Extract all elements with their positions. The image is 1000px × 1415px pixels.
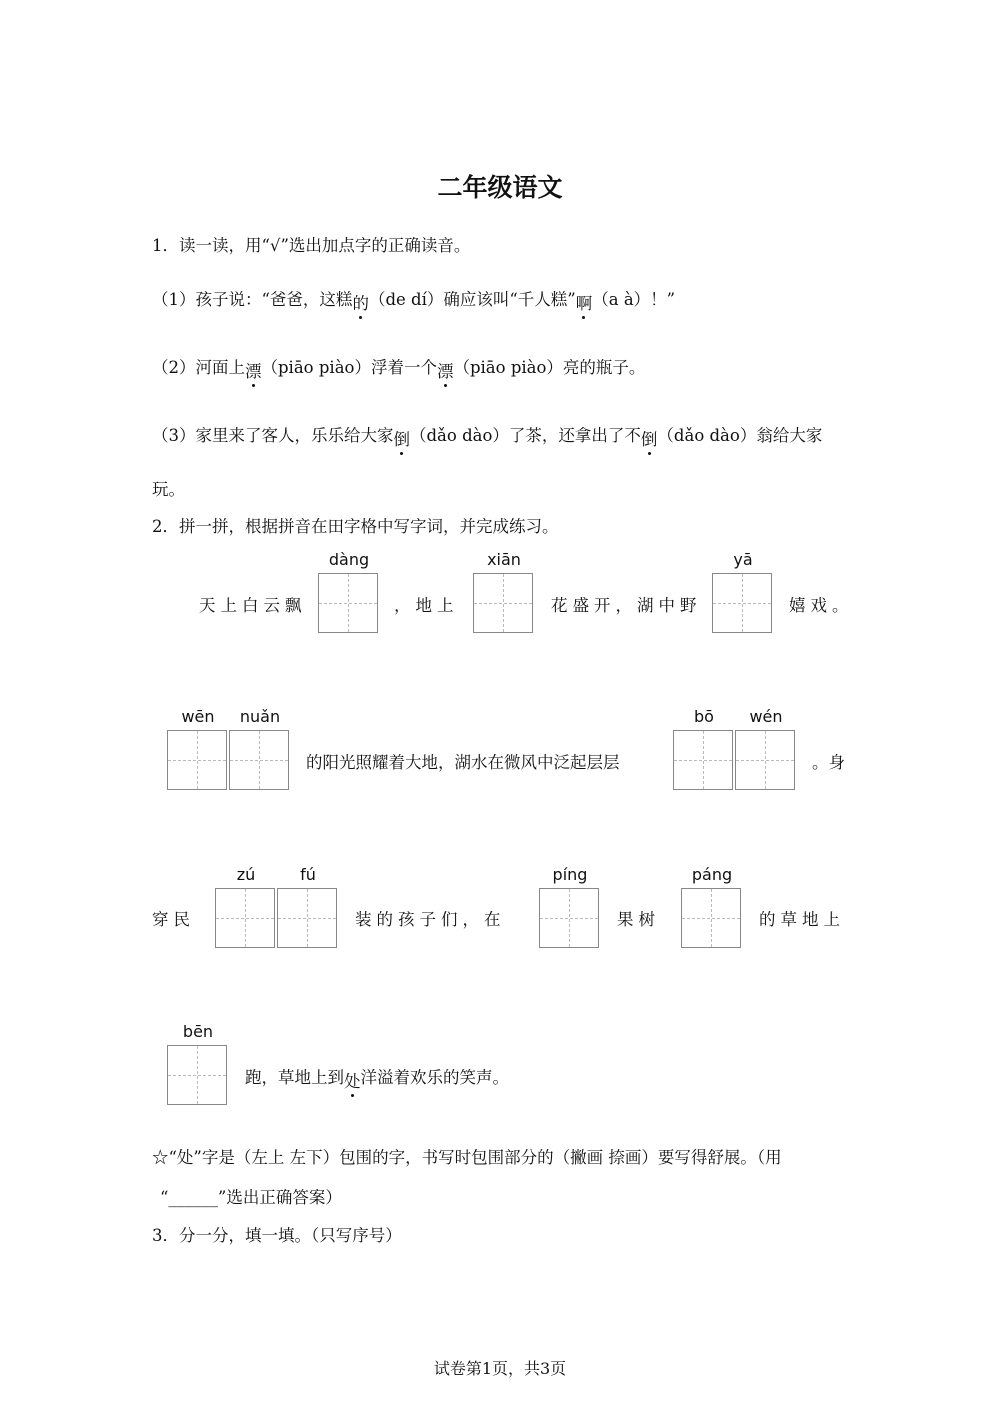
- tianzige-box[interactable]: [735, 730, 795, 790]
- tianzige-box[interactable]: [277, 888, 337, 948]
- tianzige-box[interactable]: [215, 888, 275, 948]
- row3-text-4: 的草地上: [759, 910, 845, 929]
- text: （a à）！”: [592, 290, 676, 309]
- page-footer: 试卷第1页，共3页: [433, 1359, 567, 1378]
- pinyin-label: wén: [749, 707, 783, 726]
- text: 洋溢着欢乐的笑声。: [360, 1068, 509, 1087]
- row3-text-1: 穿民: [152, 910, 195, 929]
- row3-text-2: 装的孩子们，在: [355, 910, 506, 929]
- text: （piāo piào）浮着一个: [261, 358, 437, 377]
- row3-text-3: 果树: [617, 910, 660, 929]
- pinyin-label: zú: [236, 865, 256, 884]
- text: （1）孩子说：“爸爸，这糕: [152, 290, 353, 309]
- text: （piāo piào）亮的瓶子。: [453, 358, 646, 377]
- q3-prompt: 3．分一分，填一填。（只写序号）: [152, 1226, 402, 1245]
- star-note: ☆“处”字是（左上 左下）包围的字，书写时包围部分的（撇画 捺画）要写得舒展。（用: [152, 1148, 782, 1167]
- tianzige-box[interactable]: [712, 573, 772, 633]
- tianzige-box[interactable]: [681, 888, 741, 948]
- pinyin-label: dàng: [328, 550, 370, 569]
- row1-text-4: 嬉戏。: [789, 596, 854, 615]
- tianzige-box[interactable]: [229, 730, 289, 790]
- pinyin-label: nuǎn: [239, 707, 281, 726]
- pinyin-label: bō: [694, 707, 714, 726]
- pinyin-label: yā: [733, 550, 753, 569]
- tianzige-box[interactable]: [539, 888, 599, 948]
- text: （dǎo dào）了茶，还拿出了不: [410, 426, 641, 445]
- tianzige-box[interactable]: [473, 573, 533, 633]
- q1-prompt: 1．读一读，用“√”选出加点字的正确读音。: [152, 236, 471, 255]
- dotted-char: 处: [344, 1068, 361, 1092]
- dotted-char: 倒: [394, 426, 411, 450]
- pinyin-label: bēn: [182, 1022, 214, 1041]
- pinyin-label: píng: [552, 865, 588, 884]
- star-note-cont: “______”选出正确答案）: [160, 1188, 342, 1207]
- tianzige-box[interactable]: [318, 573, 378, 633]
- dotted-char: 漂: [437, 358, 454, 382]
- tianzige-box[interactable]: [673, 730, 733, 790]
- pinyin-label: xiān: [487, 550, 521, 569]
- dotted-char: 倒: [641, 426, 658, 450]
- dotted-char: 漂: [245, 358, 262, 382]
- row1-text-3: 花盛开，湖中野: [551, 596, 702, 615]
- row4-text: [245, 1064, 509, 1091]
- text: （de dí）确应该叫“千人糕”: [368, 290, 576, 309]
- row2-text-1: 的阳光照耀着大地，湖水在微风中泛起层层: [306, 753, 620, 772]
- text: （2）河面上: [152, 358, 245, 377]
- q2-prompt: 2．拼一拼，根据拼音在田字格中写字词，并完成练习。: [152, 517, 559, 536]
- row1-text-2: ，地上: [394, 596, 459, 615]
- page-title: 二年级语文: [437, 173, 563, 202]
- text: 跑，草地上到: [245, 1068, 344, 1087]
- tianzige-box[interactable]: [167, 1045, 227, 1105]
- q1-sentence-1: [152, 286, 676, 313]
- text: （3）家里来了客人，乐乐给大家: [152, 426, 394, 445]
- dotted-char: 的: [352, 290, 369, 314]
- row1-text-1: 天上白云飘: [199, 596, 307, 615]
- text: （dǎo dào）翁给大家: [657, 426, 823, 445]
- pinyin-label: wēn: [181, 707, 215, 726]
- pinyin-label: páng: [691, 865, 733, 884]
- row2-text-2: 。身: [812, 753, 845, 772]
- q1-sentence-3: [152, 422, 823, 449]
- pinyin-label: fú: [300, 865, 316, 884]
- q1-sentence-3-cont: 玩。: [152, 480, 185, 499]
- dotted-char: 啊: [576, 290, 593, 314]
- tianzige-box[interactable]: [167, 730, 227, 790]
- q1-sentence-2: [152, 354, 646, 381]
